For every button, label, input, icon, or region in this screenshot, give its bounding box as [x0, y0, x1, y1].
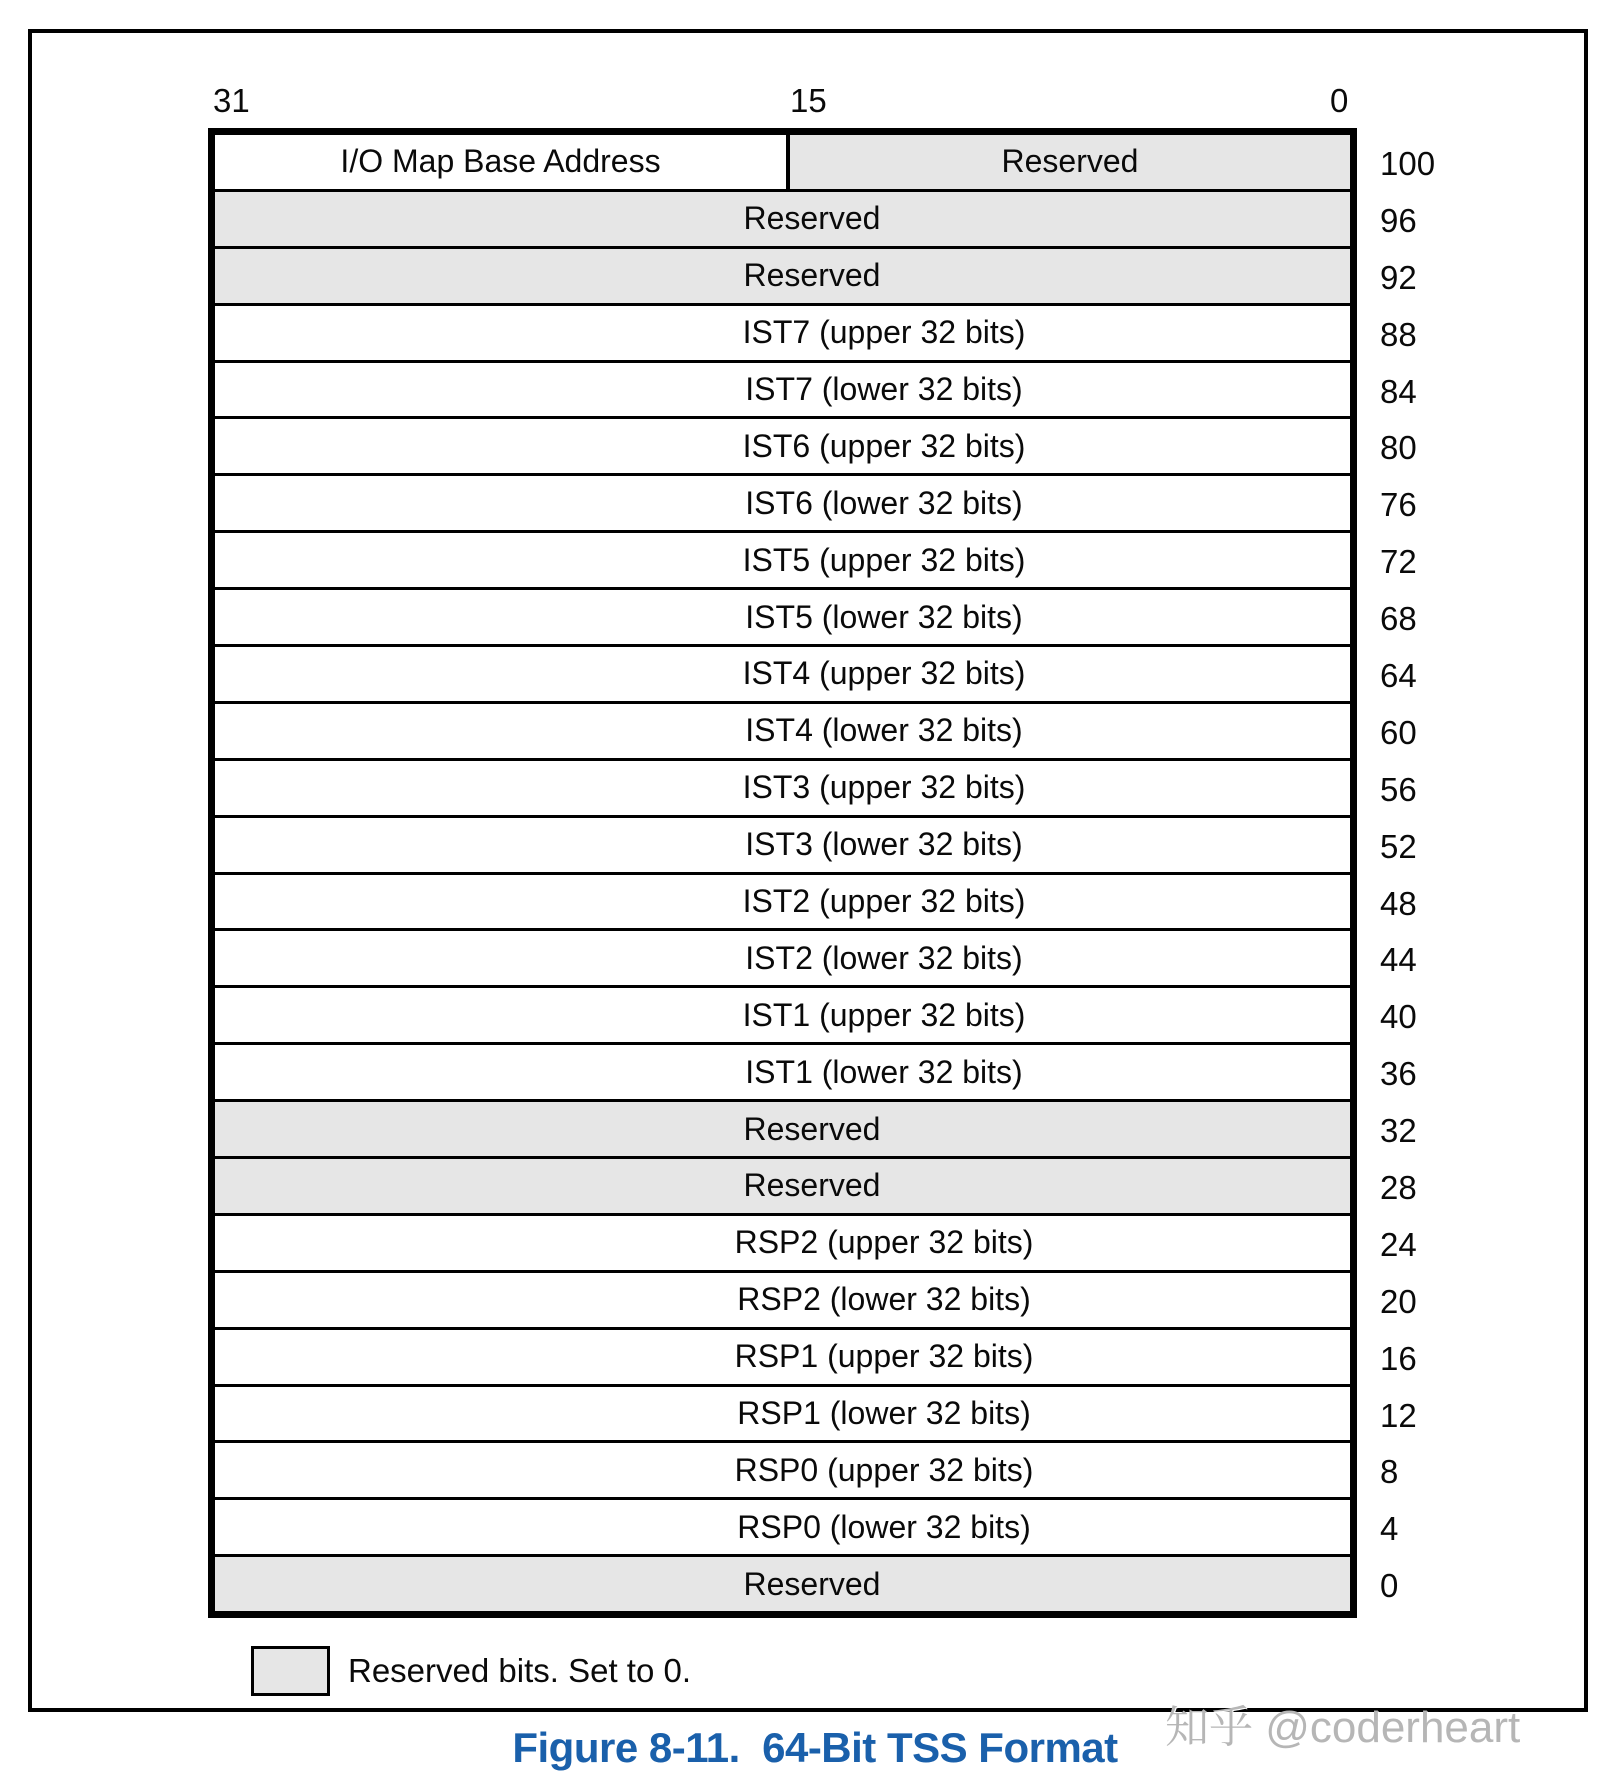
row-label: Reserved — [743, 200, 881, 237]
tss-row — [215, 1554, 1350, 1611]
tss-row — [215, 815, 1350, 872]
row-label: Reserved — [743, 1565, 881, 1602]
tss-row — [215, 1497, 1350, 1554]
row-label: IST3 (lower 32 bits) — [745, 826, 1023, 863]
row-offset: 76 — [1380, 486, 1417, 524]
row-offset: 56 — [1380, 770, 1417, 808]
row-label: IST7 (lower 32 bits) — [745, 371, 1023, 407]
tss-row — [215, 872, 1350, 929]
legend-reserved-swatch — [251, 1646, 330, 1696]
row-label: IST5 (upper 32 bits) — [742, 541, 1026, 578]
row-offset: 96 — [1380, 201, 1417, 239]
row-offset: 80 — [1380, 429, 1417, 467]
tss-row — [215, 135, 1350, 189]
row-offset: 0 — [1380, 1567, 1399, 1605]
figure-caption: Figure 8-11. 64-Bit TSS Format — [512, 1724, 1118, 1771]
legend-label: Reserved bits. Set to 0. — [348, 1652, 692, 1689]
tss-row — [215, 1384, 1350, 1441]
row-label: IST2 (upper 32 bits) — [742, 883, 1026, 920]
row-offset: 36 — [1380, 1055, 1417, 1093]
row-label: IST4 (lower 32 bits) — [745, 712, 1023, 749]
row-label: RSP1 (upper 32 bits) — [734, 1338, 1034, 1375]
tss-row — [215, 303, 1350, 360]
row-offset: 8 — [1380, 1453, 1399, 1491]
row-offset: 88 — [1380, 315, 1417, 353]
tss-row — [215, 587, 1350, 644]
row-label: IST4 (upper 32 bits) — [742, 655, 1026, 692]
row-offset: 44 — [1380, 941, 1417, 979]
bit-label-15: 15 — [790, 82, 827, 119]
row-label: IST6 (upper 32 bits) — [742, 427, 1026, 464]
tss-table — [208, 128, 1357, 1618]
row-offset: 4 — [1380, 1510, 1399, 1548]
row-offset: 52 — [1380, 827, 1417, 865]
bit-label-0: 0 — [1330, 82, 1349, 119]
row-label: RSP1 (lower 32 bits) — [737, 1395, 1031, 1432]
row-offset: 24 — [1380, 1225, 1417, 1263]
row-offset: 68 — [1380, 600, 1417, 638]
row-label: IST6 (lower 32 bits) — [745, 484, 1023, 521]
row-offset: 64 — [1380, 656, 1417, 694]
row-label: IST2 (lower 32 bits) — [745, 939, 1023, 976]
row-offset: 32 — [1380, 1112, 1417, 1150]
tss-row — [215, 360, 1350, 417]
byte-offset-column — [1380, 128, 1520, 1618]
watermark: 知乎 @coderheart — [1165, 1703, 1521, 1752]
row-offset: 100 — [1380, 144, 1436, 182]
row-offset: 28 — [1380, 1168, 1417, 1206]
row-offset: 16 — [1380, 1339, 1417, 1377]
row-offset: 92 — [1380, 258, 1417, 296]
tss-row — [215, 1270, 1350, 1327]
tss-row — [215, 530, 1350, 587]
row-label: RSP0 (upper 32 bits) — [734, 1451, 1034, 1488]
row-label: RSP0 (lower 32 bits) — [737, 1508, 1031, 1545]
row-label: IST5 (lower 32 bits) — [745, 598, 1023, 635]
row-offset: 12 — [1380, 1396, 1417, 1434]
row-label: Reserved — [743, 257, 881, 294]
row-label: RSP2 (upper 32 bits) — [734, 1224, 1034, 1261]
io-map-base-address-cell: I/O Map Base Address — [215, 135, 790, 189]
reserved-cell: Reserved — [790, 135, 1350, 189]
row-label: Reserved — [743, 1167, 881, 1204]
tss-row — [215, 1327, 1350, 1384]
row-offset: 40 — [1380, 998, 1417, 1036]
row-offset: 84 — [1380, 372, 1417, 410]
tss-row — [215, 1440, 1350, 1497]
tss-row — [215, 473, 1350, 530]
tss-row — [215, 701, 1350, 758]
row-label: IST1 (upper 32 bits) — [742, 996, 1026, 1033]
bit-label-31: 31 — [213, 82, 250, 119]
tss-row — [215, 1099, 1350, 1156]
tss-row — [215, 1213, 1350, 1270]
tss-row — [215, 246, 1350, 303]
tss-row — [215, 928, 1350, 985]
tss-row — [215, 985, 1350, 1042]
row-label: IST3 (upper 32 bits) — [742, 769, 1026, 806]
tss-row — [215, 416, 1350, 473]
row-offset: 72 — [1380, 543, 1417, 581]
tss-row — [215, 758, 1350, 815]
row-label: IST7 (upper 32 bits) — [742, 314, 1026, 351]
tss-row — [215, 1042, 1350, 1099]
tss-row — [215, 1156, 1350, 1213]
row-offset: 48 — [1380, 884, 1417, 922]
tss-row — [215, 644, 1350, 701]
row-label: Reserved — [743, 1110, 881, 1147]
tss-row — [215, 189, 1350, 246]
row-label: IST1 (lower 32 bits) — [745, 1053, 1023, 1090]
row-offset: 20 — [1380, 1282, 1417, 1320]
row-offset: 60 — [1380, 713, 1417, 751]
row-label: RSP2 (lower 32 bits) — [737, 1281, 1031, 1318]
